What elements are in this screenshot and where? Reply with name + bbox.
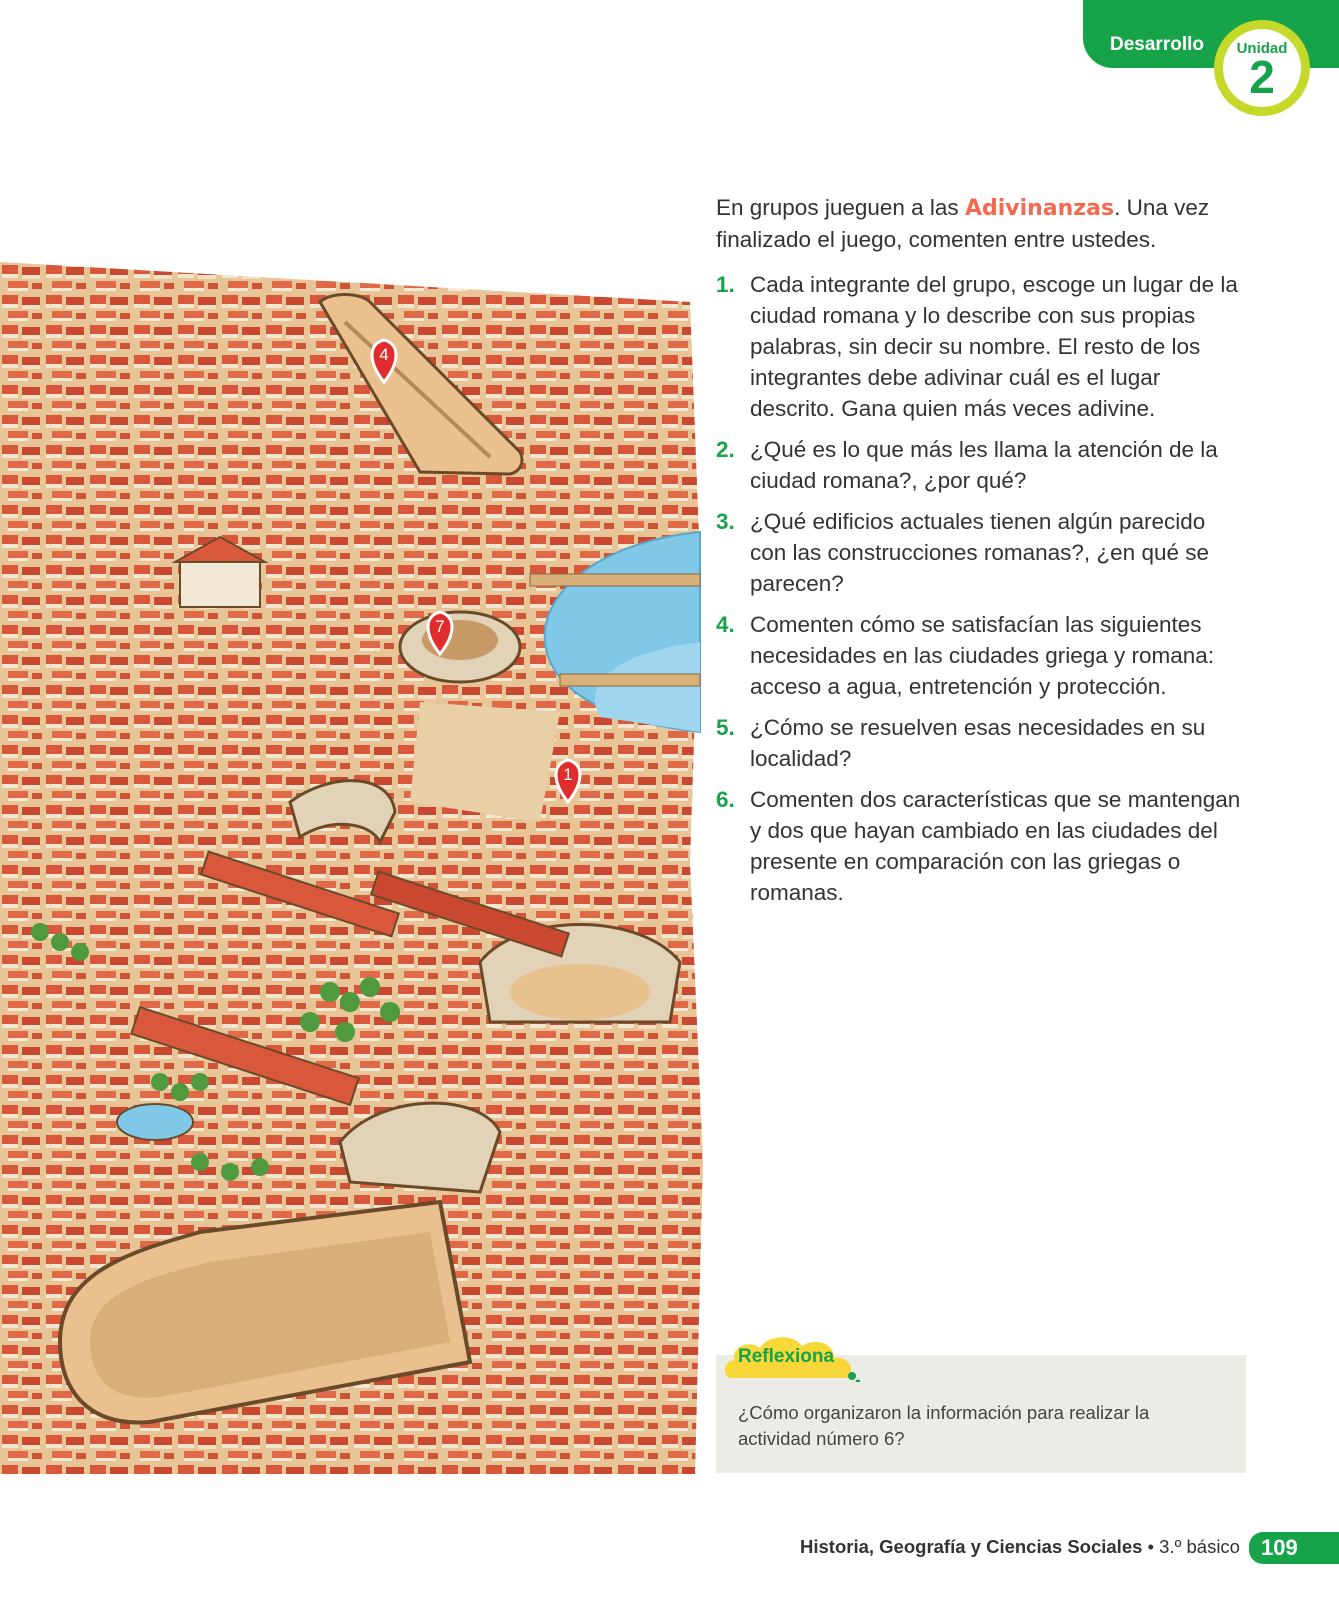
marker-4-label: 4 [379, 345, 389, 364]
unit-number: 2 [1249, 51, 1275, 103]
list-item [716, 434, 1246, 496]
list-item [716, 506, 1246, 599]
unit-word: Unidad [1236, 40, 1288, 57]
subject-name: Historia, Geografía y Ciencias Sociales [800, 1536, 1143, 1557]
unit-badge [1214, 20, 1310, 116]
reflexiona-title: Reflexiona [738, 1346, 835, 1367]
list-item [716, 269, 1246, 424]
question-number: 6. [716, 787, 735, 812]
footer-separator: • [1142, 1536, 1160, 1557]
question-text: ¿Cómo se resuelven esas necesidades en su localidad? [750, 715, 1206, 771]
question-number: 5. [716, 715, 735, 740]
question-text: Cada integrante del grupo, escoge un lugar de la ciudad romana y lo describe con sus propias palabras, sin decir su nombre. El resto de los integrantes debe adivinar cuál es el lugar descrito. Gana quien más veces adivine. [750, 272, 1238, 421]
question-number: 4. [716, 612, 735, 637]
reflexiona-text: ¿Cómo organizaron la información para realizar la actividad número 6? [738, 1402, 1150, 1449]
marker-1-label: 1 [563, 765, 573, 784]
activity-text [716, 192, 1246, 918]
question-text: ¿Qué es lo que más les llama la atención de la ciudad romana?, ¿por qué? [750, 437, 1218, 493]
question-number: 1. [716, 272, 735, 297]
page-number: 109 [1249, 1532, 1339, 1564]
roman-city-illustration [0, 262, 703, 1474]
intro-paragraph [716, 192, 1246, 255]
intro-after: . Una vez finalizado el juego, comenten entre ustedes. [716, 195, 1210, 252]
question-text: Comenten dos características que se mantengan y dos que hayan cambiado en las ciudades del presente en comparación con las griegas o romanas. [750, 787, 1241, 905]
footer-subject [800, 1536, 1240, 1558]
game-word: Adivinanzas [964, 196, 1115, 221]
marker-7-label: 7 [435, 617, 445, 636]
list-item [716, 609, 1246, 702]
question-list [716, 269, 1246, 908]
grade-label: 3.º básico [1159, 1536, 1240, 1557]
list-item [716, 712, 1246, 774]
section-label: Desarrollo [1110, 34, 1204, 55]
question-text: ¿Qué edificios actuales tienen algún parecido con las construcciones romanas?, ¿en qué se parecen? [750, 509, 1209, 596]
list-item [716, 784, 1246, 908]
question-number: 2. [716, 437, 735, 462]
question-text: Comenten cómo se satisfacían las siguientes necesidades en las ciudades griega y romana: acceso a agua, entretención y protección. [750, 612, 1215, 699]
intro-before: En grupos jueguen a las [716, 195, 965, 220]
city-drawing [0, 262, 703, 1474]
question-number: 3. [716, 509, 735, 534]
